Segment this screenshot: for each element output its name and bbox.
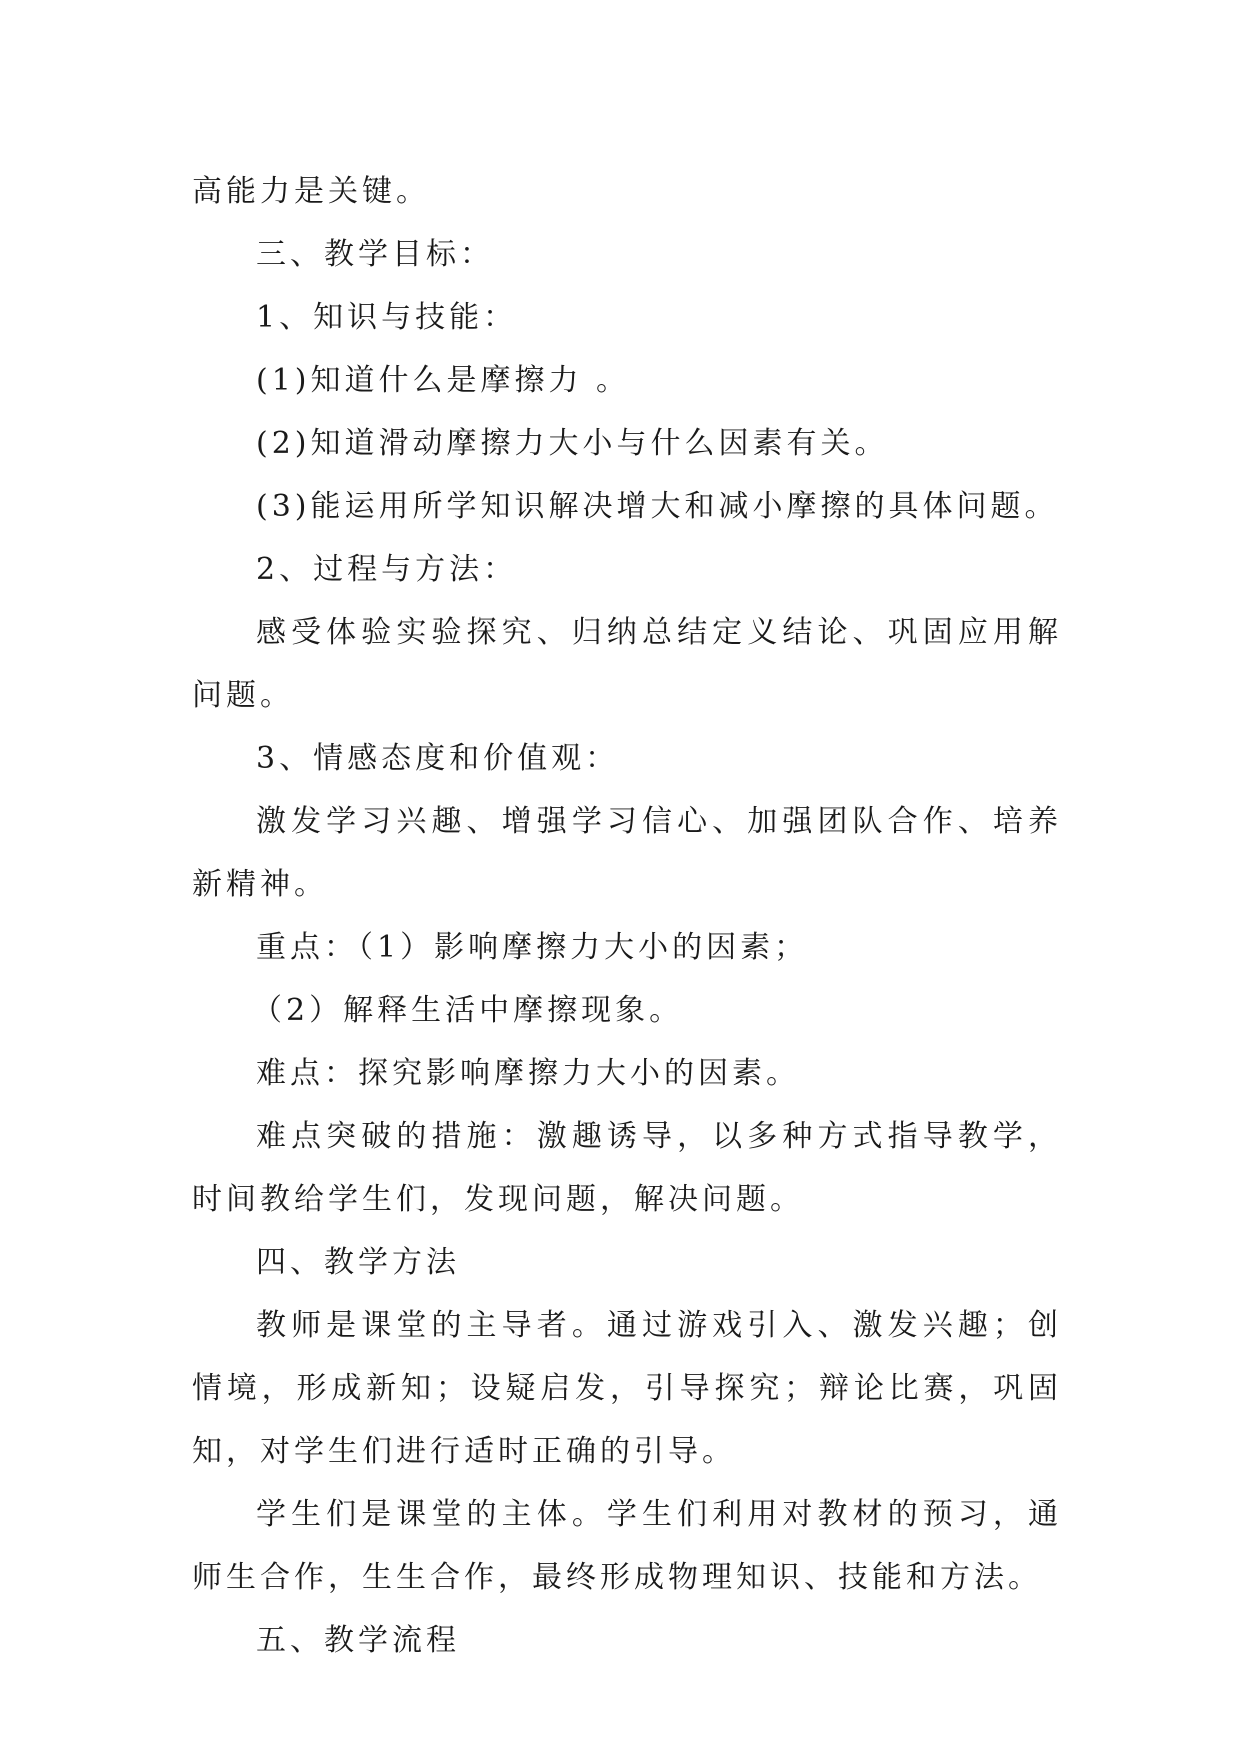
paragraph-line: 难点突破的措施：激趣诱导，以多种方式指导教学， xyxy=(256,1119,1062,1154)
subheading-knowledge-skills: 1、知识与技能： xyxy=(256,300,518,335)
paragraph-line: 感受体验实验探究、归纳总结定义结论、巩固应用解 xyxy=(256,615,1062,650)
paragraph-line: 激发学习兴趣、增强学习信心、加强团队合作、培养 xyxy=(256,804,1062,839)
difficulty-line: 难点：探究影响摩擦力大小的因素。 xyxy=(256,1056,800,1091)
key-point-line: 重点：（1）影响摩擦力大小的因素； xyxy=(256,930,809,965)
list-item: (2)知道滑动摩擦力大小与什么因素有关。 xyxy=(256,426,889,461)
section-heading-teaching-methods: 四、教学方法 xyxy=(256,1245,460,1280)
paragraph-line: 师生合作，生生合作，最终形成物理知识、技能和方法。 xyxy=(192,1560,1042,1595)
document-body xyxy=(192,160,1062,1672)
list-item: (3)能运用所学知识解决增大和减小摩擦的具体问题。 xyxy=(256,489,1059,524)
paragraph-line: 问题。 xyxy=(192,678,294,713)
section-heading-teaching-process: 五、教学流程 xyxy=(256,1623,460,1658)
paragraph-line: 新精神。 xyxy=(192,867,328,902)
subheading-process-methods: 2、过程与方法： xyxy=(256,552,518,587)
key-point-line: （2）解释生活中摩擦现象。 xyxy=(252,993,684,1028)
paragraph-line: 学生们是课堂的主体。学生们利用对教材的预习，通 xyxy=(256,1497,1062,1532)
paragraph-line: 高能力是关键。 xyxy=(192,174,430,209)
paragraph-line: 时间教给学生们，发现问题，解决问题。 xyxy=(192,1182,804,1217)
paragraph-line: 情境，形成新知；设疑启发，引导探究；辩论比赛，巩固 xyxy=(192,1371,1062,1406)
subheading-emotion-values: 3、情感态度和价值观： xyxy=(256,741,620,776)
section-heading-teaching-goals: 三、教学目标： xyxy=(256,237,494,272)
list-item: (1)知道什么是摩擦力 。 xyxy=(256,363,631,398)
paragraph-line: 知，对学生们进行适时正确的引导。 xyxy=(192,1434,736,1469)
paragraph-line: 教师是课堂的主导者。通过游戏引入、激发兴趣；创 xyxy=(256,1308,1062,1343)
